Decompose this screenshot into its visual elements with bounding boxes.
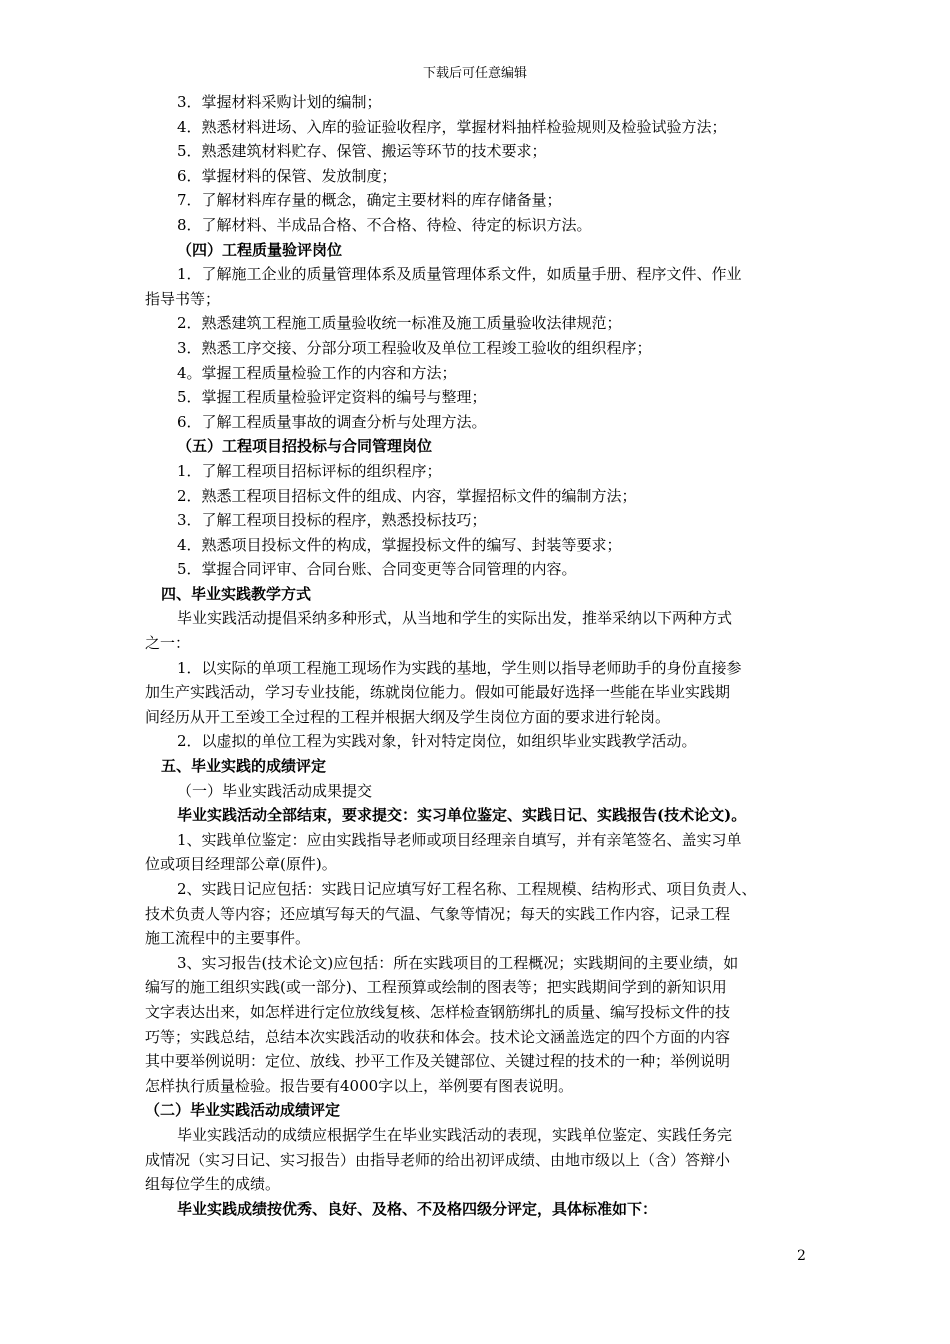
text-line: 1．以实际的单项工程施工现场作为实践的基地，学生则以指导老师助手的身份直接参 xyxy=(177,658,742,677)
text-line: 怎样执行质量检验。报告要有4000字以上，举例要有图表说明。 xyxy=(145,1076,574,1095)
text-line: 5．掌握工程质量检验评定资料的编号与整理； xyxy=(177,388,487,407)
text-line: 组每位学生的成绩。 xyxy=(145,1175,281,1194)
page-header: 下载后可任意编辑 xyxy=(422,66,527,81)
text-line: 7．了解材料库存量的概念，确定主要材料的库存储备量； xyxy=(177,191,562,210)
text-line: 3．掌握材料采购计划的编制； xyxy=(177,93,382,111)
chapter-heading: 四、毕业实践教学方式 xyxy=(161,584,312,603)
text-line: 成情况（实习日记、实习报告）由指导老师的给出初评成绩、由地市级以上（含）答辩小 xyxy=(145,1150,731,1169)
text-line: 2．熟悉建筑工程施工质量验收统一标准及施工质量验收法律规范； xyxy=(177,314,622,333)
subsection-heading: （一）毕业实践活动成果提交 xyxy=(177,781,373,800)
text-line: 间经历从开工至竣工全过程的工程并根据大纲及学生岗位方面的要求进行轮岗。 xyxy=(145,707,671,726)
text-line: 5．掌握合同评审、合同台账、合同变更等合同管理的内容。 xyxy=(177,560,577,579)
text-line: 巧等；实践总结，总结本次实践活动的收获和体会。技术论文涵盖选定的四个方面的内容 xyxy=(145,1027,731,1046)
text-line: 5．熟悉建筑材料贮存、保管、搬运等环节的技术要求； xyxy=(177,142,547,161)
text-line: 1．了解施工企业的质量管理体系及质量管理体系文件，如质量手册、程序文件、作业 xyxy=(177,265,742,284)
chapter-heading: 五、毕业实践的成绩评定 xyxy=(161,757,327,776)
text-line: 毕业实践成绩按优秀、良好、及格、不及格四级分评定，具体标准如下： xyxy=(177,1199,658,1218)
text-line: 毕业实践活动的成绩应根据学生在毕业实践活动的表现，实践单位鉴定、实践任务完 xyxy=(177,1125,733,1144)
text-line: 之一： xyxy=(145,634,191,653)
text-line: 4．熟悉项目投标文件的构成，掌握投标文件的编写、封装等要求； xyxy=(177,535,622,554)
page-number: 2 xyxy=(797,1248,806,1264)
text-line: 8．了解材料、半成品合格、不合格、待检、待定的标识方法。 xyxy=(177,215,592,234)
section-heading: （五）工程项目招投标与合同管理岗位 xyxy=(177,437,433,456)
text-line: 位或项目经理部公章(原件)。 xyxy=(145,855,337,874)
text-line: 2、实践日记应包括：实践日记应填写好工程名称、工程规模、结构形式、项目负责人、 xyxy=(177,880,757,898)
text-line: 加生产实践活动，学习专业技能，练就岗位能力。假如可能最好选择一些能在毕业实践期 xyxy=(145,683,731,702)
text-line: 其中要举例说明：定位、放线、抄平工作及关键部位、关键过程的技术的一种；举例说明 xyxy=(145,1052,731,1071)
section-heading: （四）工程质量验评岗位 xyxy=(177,240,343,259)
text-line: 毕业实践活动提倡采纳多种形式，从当地和学生的实际出发，推举采纳以下两种方式 xyxy=(177,609,733,628)
section-heading: （二）毕业实践活动成绩评定 xyxy=(145,1101,341,1120)
text-line: 施工流程中的主要事件。 xyxy=(145,929,311,948)
text-line: 6．掌握材料的保管、发放制度； xyxy=(177,166,397,185)
text-line: 指导书等； xyxy=(145,289,221,308)
text-line: 4。掌握工程质量检验工作的内容和方法； xyxy=(177,363,457,382)
text-line: 1．了解工程项目招标评标的组织程序； xyxy=(177,461,442,480)
text-line: 6．了解工程质量事故的调查分析与处理方法。 xyxy=(177,412,487,431)
text-line: 文字表达出来，如怎样进行定位放线复核、怎样检查钢筋绑扎的质量、编写投标文件的技 xyxy=(145,1002,731,1021)
text-line: 编写的施工组织实践(或一部分)、工程预算或绘制的图表等；把实践期间学到的新知识用 xyxy=(145,978,727,997)
text-line: 3．了解工程项目投标的程序，熟悉投标技巧； xyxy=(177,511,487,530)
text-line: 2．熟悉工程项目招标文件的组成、内容，掌握招标文件的编制方法； xyxy=(177,486,637,505)
text-line: 毕业实践活动全部结束，要求提交：实习单位鉴定、实践日记、实践报告(技术论文)。 xyxy=(177,806,747,825)
text-line: 4．熟悉材料进场、入库的验证验收程序，掌握材料抽样检验规则及检验试验方法； xyxy=(177,117,727,136)
text-line: 3、实习报告(技术论文)应包括：所在实践项目的工程概况；实践期间的主要业绩，如 xyxy=(177,953,739,972)
text-line: 技术负责人等内容；还应填写每天的气温、气象等情况；每天的实践工作内容，记录工程 xyxy=(145,904,731,923)
document-body xyxy=(145,90,807,1221)
text-line: 2．以虚拟的单位工程为实践对象，针对特定岗位，如组织毕业实践教学活动。 xyxy=(177,732,697,751)
text-line: 1、实践单位鉴定：应由实践指导老师或项目经理亲自填写，并有亲笔签名、盖实习单 xyxy=(177,830,742,849)
text-line: 3．熟悉工序交接、分部分项工程验收及单位工程竣工验收的组织程序； xyxy=(177,338,652,357)
